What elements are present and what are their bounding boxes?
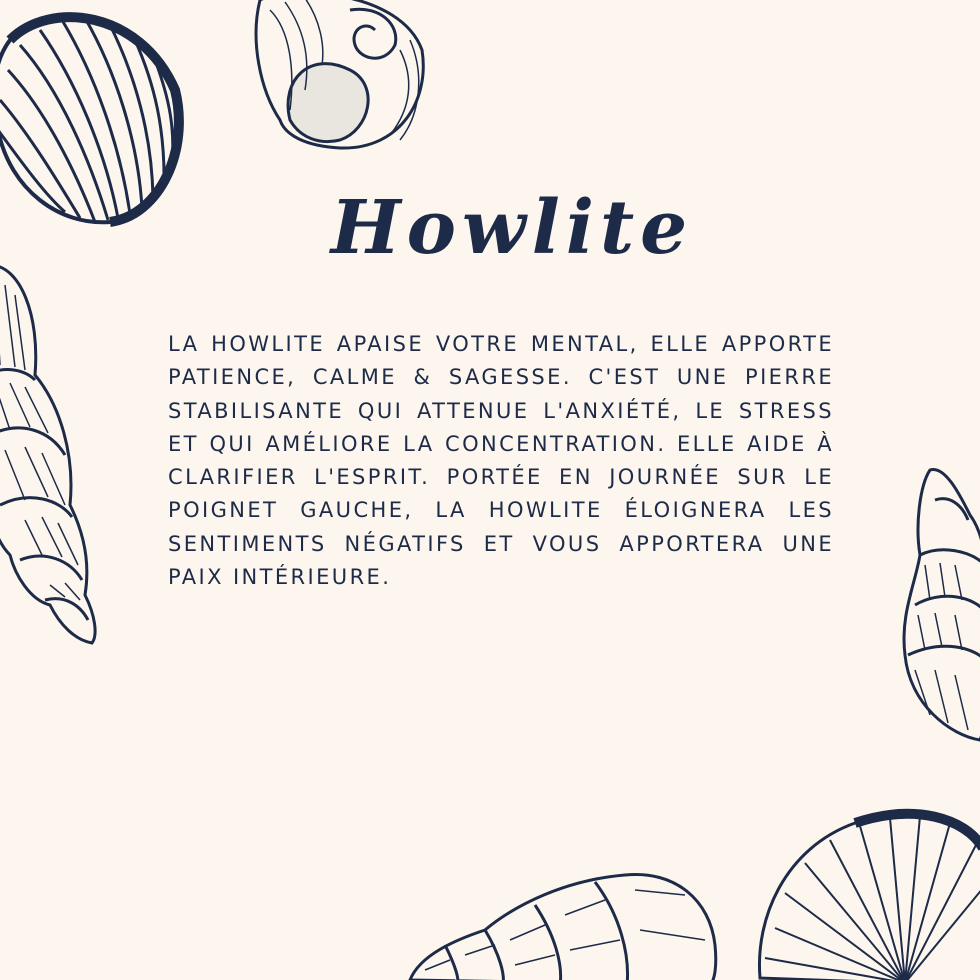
snail-shell-icon [250, 0, 430, 155]
description-paragraph: LA HOWLITE APAISE VOTRE MENTAL, ELLE APPORTE PATIENCE, CALME & SAGESSE. C'EST UNE PIERRE STABILISANTE QUI ATTENUE L'ANXIÉTÉ, LE STRESS ET QUI AMÉLIORE LA CONCENTRATION. ELLE AIDE À CLARIFIER L'ESPRIT. PORTÉE EN JOURNÉE SUR LE POIGNET GAUCHE, LA HOWLITE ÉLOIGNERA LES SENTIMENTS NÉGATIFS ET VOUS APPORTERA UNE PAIX INTÉRIEURE. [168, 332, 834, 590]
conch-shell-icon [900, 465, 980, 745]
spiral-shell-icon [0, 255, 105, 650]
whelk-shell-icon [405, 870, 720, 980]
page-title: Howlite [330, 185, 694, 271]
scallop-shell-icon [755, 808, 980, 980]
